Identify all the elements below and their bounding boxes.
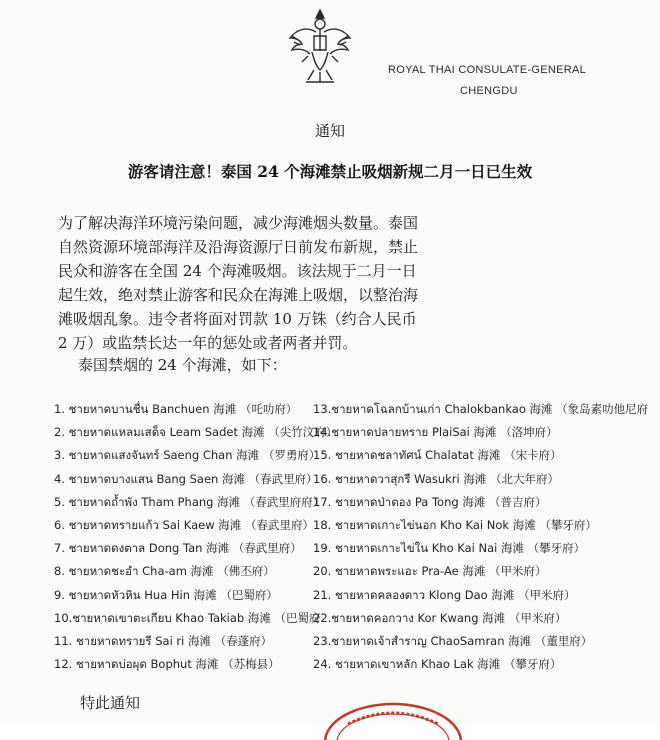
beach-item: 19. ชายหาดเกาะไข่ใน Kho Kai Nai 海滩 （攀牙府） (313, 541, 586, 556)
beach-list-right (313, 398, 648, 676)
notice-title: 通知 (314, 122, 345, 140)
body-paragraph: 为了解决海洋环境污染问题，减少海滩烟头数量。泰国自然资源环境部海洋及沿海资源厅日前发布新规，禁止民众和游客在全国 24 个海滩吸烟。该法规于二月一日起生效，绝对禁止游客和民众在海滩上吸烟，以整治海滩吸烟乱象。违令者将面对罚款 10 万铢（约合人民币 2 万）或监禁长达一年的惩处或者两者并罚。 (58, 214, 419, 352)
beach-item: 7. ชายหาดดงตาล Dong Tan 海滩 （春武里府） (54, 541, 302, 556)
consulate-letterhead (388, 60, 586, 102)
beach-item: 16. ชายหาดวาสุกรี Wasukri 海滩 （北大年府） (313, 471, 560, 486)
beach-item: 11. ชายหาดทรายรี Sai ri 海滩 （春蓬府） (54, 633, 273, 648)
beach-item: 5. ชายหาดถ้ำพัง Tham Phang 海滩 （春武里府府） (54, 494, 325, 509)
beaches-title: 泰国禁烟的 24 个海滩，如下： (78, 356, 287, 374)
beach-item: 18. ชายหาดเกาะไข่นอก Kho Kai Nok 海滩 （攀牙府） (313, 517, 597, 532)
beach-item: 3. ชายหาดแสงจันทร์ Saeng Chan 海滩 （罗勇府） (54, 448, 321, 463)
beach-item: 13.ชายหาดโฉลกบ้านเก่า Chalokbankao 海滩 （象岛素叻他尼府 (313, 402, 649, 416)
beach-item: 9. ชายหาดหัวหิน Hua Hin 海滩 （巴蜀府） (54, 587, 278, 602)
beach-item: 15. ชายหาดชลาทัศน์ Chalatat 海滩 （宋卡府） (313, 448, 562, 463)
beach-item: 10.ชายหาดเขาตะเกียบ Khao Takiab 海滩 （巴蜀府 (54, 610, 321, 625)
beach-item: 17. ชายหาดป่าตอง Pa Tong 海滩 （普吉府） (313, 494, 547, 509)
beach-item: 14.ชายหาดปลายทราย PlaiSai 海滩 （洛坤府） (313, 425, 558, 440)
beach-item: 1. ชายหาดบานชื่น Banchuen 海滩 （吒叻府） (54, 402, 298, 416)
beach-item: 20. ชายหาดพระแอะ Pra-Ae 海滩 （甲米府） (313, 564, 547, 579)
beach-item: 21. ชายหาดคลองดาว Klong Dao 海滩 （甲米府） (313, 587, 576, 602)
beach-list-left (54, 398, 337, 676)
beach-item: 8. ชายหาดชะอำ Cha-am 海滩 （佛丕府） (54, 564, 275, 579)
official-seal-icon (318, 680, 468, 740)
headline: 游客请注意！泰国 24 个海滩禁止吸烟新规二月一日已生效 (127, 162, 533, 181)
beach-item: 6. ชายหาดทรายแก้ว Sai Kaew 海滩 （春武里府） (54, 517, 314, 532)
garuda-emblem-icon (288, 6, 352, 86)
letterhead-line2: CHENGDU (460, 85, 518, 97)
beach-item: 2. ชายหาดแหลมเสด็จ Leam Sadet 海滩 （尖竹汶府） (54, 425, 338, 440)
closing-text: 特此通知 (80, 694, 141, 712)
letterhead-line1: ROYAL THAI CONSULATE-GENERAL (388, 64, 587, 76)
beach-item: 24. ชายหาดเขาหลัก Khao Lak 海滩 （攀牙府） (313, 657, 562, 672)
beach-item: 12. ชายหาดบ่อผุด Bophut 海滩 （苏梅县） (54, 657, 280, 672)
beach-item: 22.ชายหาดคอกวาง Kor Kwang 海滩 （甲米府） (313, 610, 567, 625)
beach-item: 23.ชายหาดเจ้าสำราญ ChaoSamran 海滩 （董里府） (313, 633, 593, 648)
beach-item: 4. ชายหาดบางแสน Bang Saen 海滩 （春武里府） (54, 471, 318, 486)
